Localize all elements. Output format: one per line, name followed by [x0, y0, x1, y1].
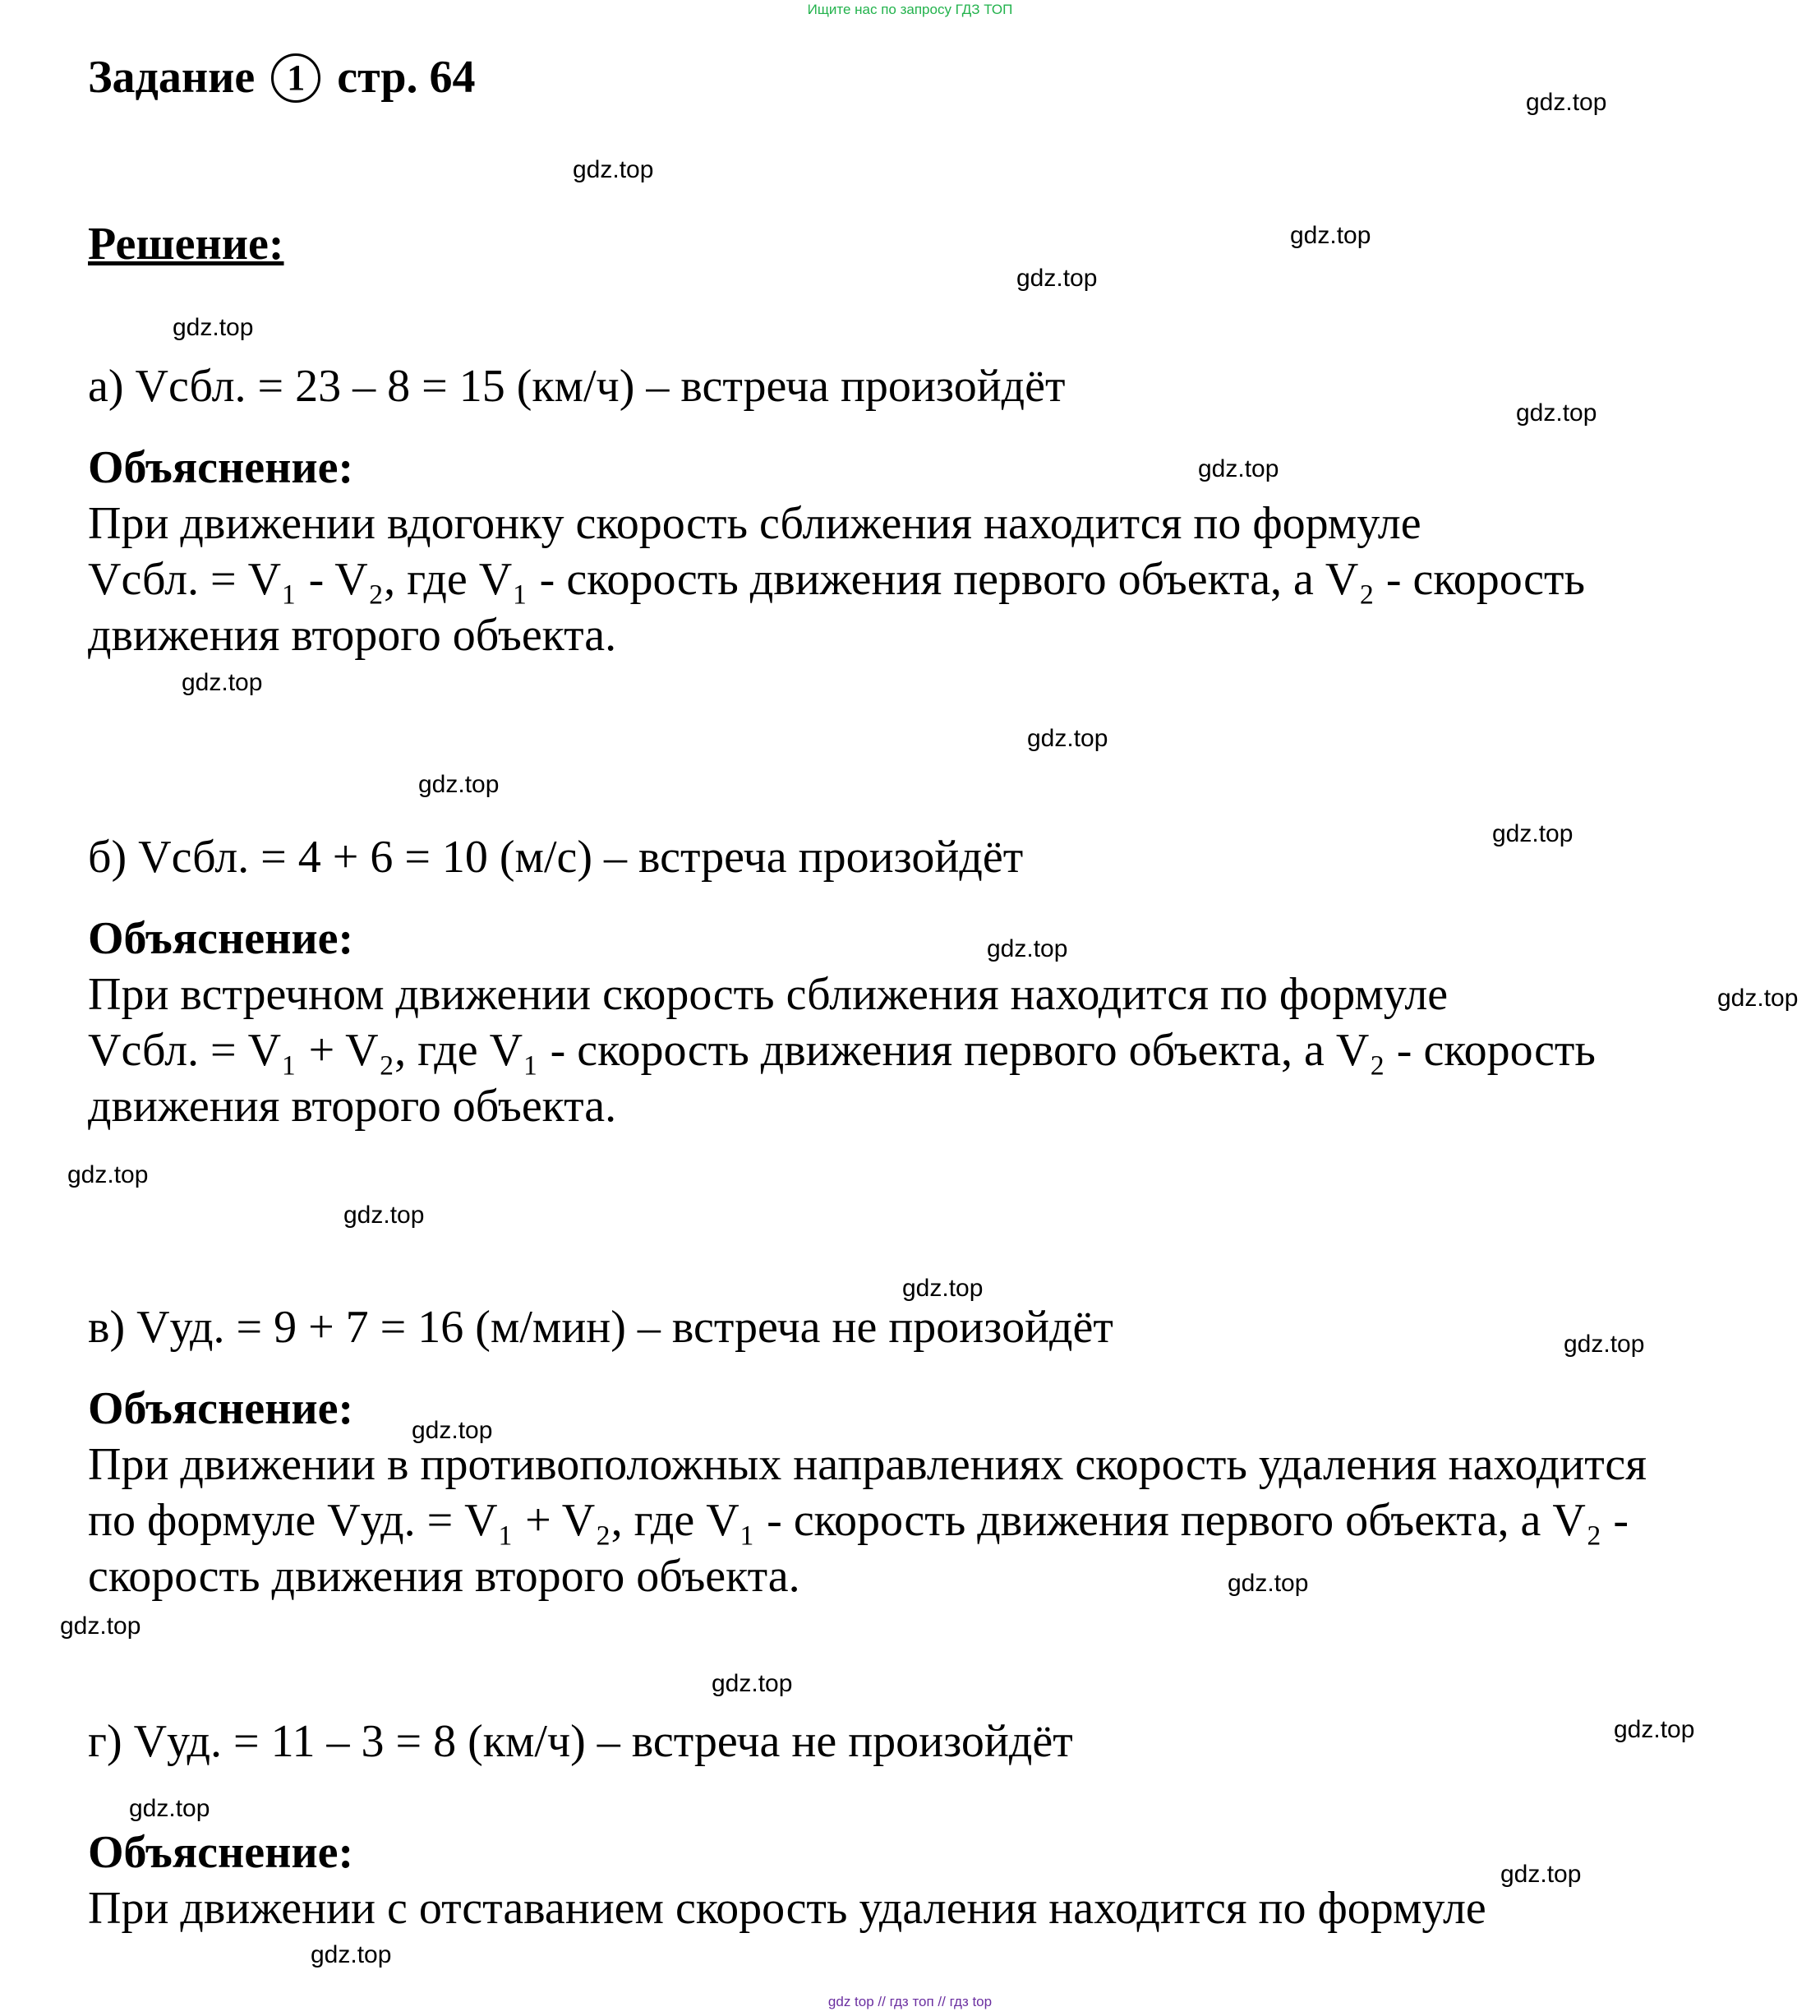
- watermark: gdz.top: [1717, 985, 1799, 1012]
- watermark: gdz.top: [1228, 1570, 1309, 1597]
- page-title: [88, 51, 475, 106]
- watermark: gdz.top: [182, 669, 263, 696]
- solution-heading: Решение:: [88, 219, 284, 270]
- explanation-a-line-1: При движении вдогонку скорость сближения находится по формуле: [88, 498, 1421, 549]
- task-number-circle: 1: [271, 53, 320, 103]
- watermark: gdz.top: [712, 1670, 793, 1697]
- watermark: gdz.top: [1016, 265, 1098, 292]
- explanation-c-line-2: по формуле Vуд. = V₁ + V₂, где V₁ - скорость движения первого объекта, а V₂ -: [88, 1495, 1629, 1546]
- watermark: gdz.top: [129, 1795, 210, 1822]
- watermark: gdz.top: [1500, 1861, 1582, 1888]
- answer-c: в) Vуд. = 9 + 7 = 16 (м/мин) – встреча не произойдёт: [88, 1302, 1113, 1353]
- explanation-d-line-1: При движении с отставанием скорость удаления находится по формуле: [88, 1883, 1486, 1934]
- watermark: gdz.top: [1526, 89, 1607, 116]
- answer-b: б) Vсбл. = 4 + 6 = 10 (м/с) – встреча произойдёт: [88, 832, 1024, 883]
- top-banner: Ищите нас по запросу ГДЗ ТОП: [807, 2, 1013, 17]
- bottom-banner: gdz top // гдз топ // гдз top: [827, 1994, 993, 2009]
- watermark: gdz.top: [412, 1417, 493, 1444]
- watermark: gdz.top: [1516, 399, 1597, 427]
- answer-d: г) Vуд. = 11 – 3 = 8 (км/ч) – встреча не произойдёт: [88, 1716, 1073, 1767]
- explanation-b-line-3: движения второго объекта.: [88, 1081, 617, 1132]
- watermark: gdz.top: [311, 1941, 392, 1968]
- title-prefix: Задание: [88, 52, 256, 103]
- explanation-b-line-1: При встречном движении скорость сближения находится по формуле: [88, 969, 1449, 1020]
- watermark: gdz.top: [1614, 1716, 1695, 1743]
- explanation-label-d: Объяснение:: [88, 1827, 354, 1878]
- watermark: gdz.top: [1492, 820, 1573, 847]
- watermark: gdz.top: [1564, 1331, 1645, 1358]
- watermark: gdz.top: [1027, 725, 1108, 752]
- watermark: gdz.top: [1290, 222, 1371, 249]
- watermark: gdz.top: [173, 314, 254, 341]
- watermark: gdz.top: [1198, 455, 1279, 482]
- explanation-label-c: Объяснение:: [88, 1383, 354, 1434]
- watermark: gdz.top: [343, 1202, 425, 1229]
- explanation-label-b: Объяснение:: [88, 913, 354, 964]
- watermark: gdz.top: [573, 156, 654, 183]
- explanation-c-line-1: При движении в противоположных направлениях скорость удаления находится: [88, 1439, 1647, 1490]
- watermark: gdz.top: [987, 935, 1068, 962]
- explanation-b-line-2: Vсбл. = V₁ + V₂, где V₁ - скорость движения первого объекта, а V₂ - скорость: [88, 1025, 1596, 1076]
- watermark: gdz.top: [418, 771, 500, 798]
- watermark: gdz.top: [902, 1275, 984, 1302]
- watermark: gdz.top: [67, 1161, 149, 1188]
- explanation-a-line-3: движения второго объекта.: [88, 610, 617, 661]
- explanation-label-a: Объяснение:: [88, 442, 354, 493]
- explanation-a-line-2: Vсбл. = V₁ - V₂, где V₁ - скорость движения первого объекта, а V₂ - скорость: [88, 554, 1585, 605]
- explanation-c-line-3: скорость движения второго объекта.: [88, 1551, 800, 1602]
- title-suffix: стр. 64: [337, 52, 476, 103]
- answer-a: а) Vсбл. = 23 – 8 = 15 (км/ч) – встреча произойдёт: [88, 361, 1066, 412]
- watermark: gdz.top: [60, 1612, 141, 1640]
